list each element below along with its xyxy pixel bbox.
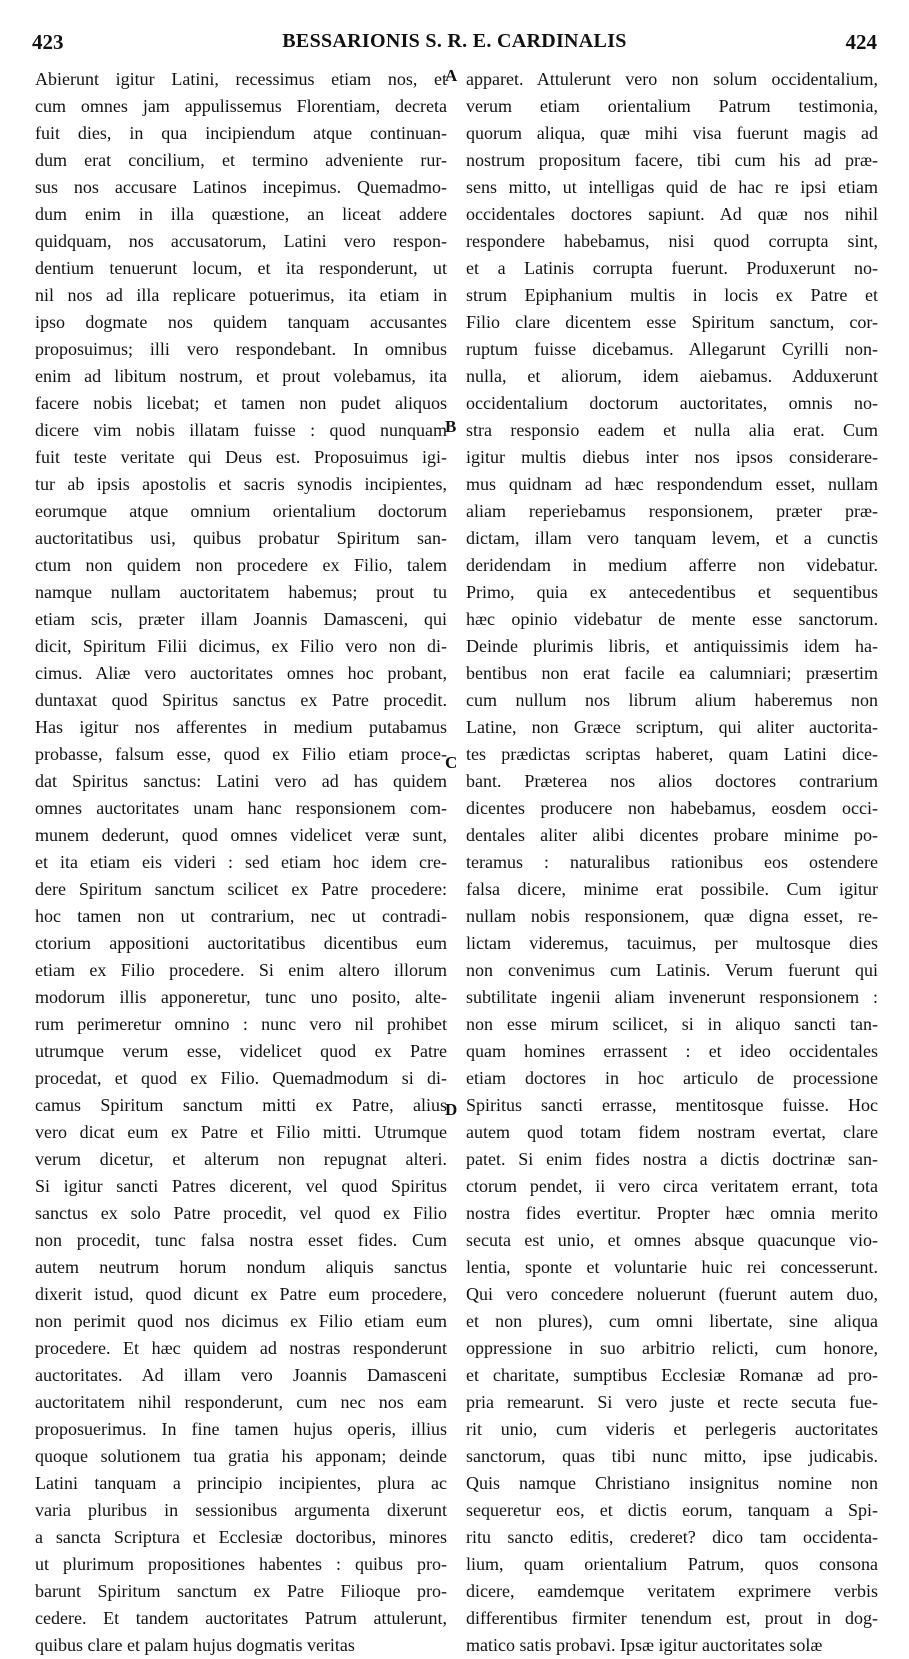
- text-line: Latini tanquam a principio incipientes, plura ac: [35, 1473, 447, 1493]
- text-line: lictam videremus, tacuimus, per multosque dies: [466, 933, 878, 953]
- text-line: dicentes producere non habebamus, eosdem occi-: [466, 798, 878, 818]
- text-line: aliam reperiebamus responsionem, præter præ-: [466, 501, 878, 521]
- text-line: enim ad libitum nostrum, et prout volebamus, ita: [35, 366, 447, 386]
- page-header: [32, 30, 877, 60]
- running-title: BESSARIONIS S. R. E. CARDINALIS: [282, 30, 627, 52]
- text-line: proposuerimus. In fine tamen hujus operis, illius: [35, 1419, 447, 1439]
- text-line: dentales aliter alibi dicentes probare minime po-: [466, 825, 878, 845]
- text-line: oppressione in suo arbitrio relicti, cum honore,: [466, 1338, 878, 1358]
- text-line: fuit dies, in qua incipiendum atque continuan-: [35, 123, 447, 143]
- text-line: duntaxat quod Spiritus sanctus ex Patre procedit.: [35, 690, 447, 710]
- text-line: dixerit istud, quod dicunt ex Patre eum procedere,: [35, 1284, 447, 1304]
- text-line: Spiritus sancti errasse, mentitosque fuisse. Hoc: [466, 1095, 878, 1115]
- text-line: sanctorum, quas tibi nunc mitto, ipse judicabis.: [466, 1446, 878, 1466]
- text-line: auctoritatibus usi, quibus probatur Spiritum san-: [35, 528, 447, 548]
- text-line: Has igitur nos afferentes in medium putabamus: [35, 717, 447, 737]
- text-line: respondere habebamus, nisi quod corrupta sint,: [466, 231, 878, 251]
- text-line: omnes auctoritates unam hanc responsionem com-: [35, 798, 447, 818]
- text-line: proposuimus; illi vero respondebant. In omnibus: [35, 339, 447, 359]
- text-line: dat Spiritus sanctus: Latini vero ad has quidem: [35, 771, 447, 791]
- text-line: ut plurimum propositiones habentes : quibus pro-: [35, 1554, 447, 1574]
- text-line: auctoritatem nihil responderunt, cum nec nos eam: [35, 1392, 447, 1412]
- text-line: Deinde plurimis libris, et antiquissimis idem ha-: [466, 636, 878, 656]
- text-line: verum dicetur, et alterum non repugnat alteri.: [35, 1149, 447, 1169]
- section-marker-a: A: [445, 66, 458, 85]
- text-line: a sancta Scriptura et Ecclesiæ doctoribus, minores: [35, 1527, 447, 1547]
- text-line: quibus clare et palam hujus dogmatis veritas: [35, 1635, 355, 1655]
- text-line: ctorum pendet, ii vero circa veritatem errant, tota: [466, 1176, 878, 1196]
- text-line: fuit teste veritate qui Deus est. Proposuimus igi-: [35, 447, 447, 467]
- text-line: dum erat concilium, et termino adveniente rur-: [35, 150, 447, 170]
- text-line: quidquam, nos accusatorum, Latini vero respon-: [35, 231, 447, 251]
- text-line: autem quod totam fidem nostram evertat, clare: [466, 1122, 878, 1142]
- text-line: Primo, quia ex antecedentibus et sequentibus: [466, 582, 878, 602]
- text-line: sus nos accusare Latinos incepimus. Quemadmo-: [35, 177, 447, 197]
- text-line: nostra fides evertitur. Propter hæc omnia merito: [466, 1203, 878, 1223]
- text-line: probasse, falsum esse, quod ex Filio etiam proce-: [35, 744, 447, 764]
- text-line: dictam, illam vero tanquam levem, et a cunctis: [466, 528, 878, 548]
- text-line: Filio clare dicentem esse Spiritum sanctum, cor-: [466, 312, 878, 332]
- text-line: dicere, eamdemque veritatem exprimere verbis: [466, 1581, 878, 1601]
- text-line: utrumque verum esse, videlicet quod ex Patre: [35, 1041, 447, 1061]
- text-line: etiam ex Filio procedere. Si enim altero illorum: [35, 960, 447, 980]
- text-line: occidentales doctores sapiunt. Ad quæ nos nihil: [466, 204, 878, 224]
- text-line: verum etiam orientalium Patrum testimonia,: [466, 96, 878, 116]
- text-line: et charitate, sumptibus Ecclesiæ Romanæ ad pro-: [466, 1365, 878, 1385]
- text-line: nulla, et aliorum, idem aiebamus. Adduxerunt: [466, 366, 878, 386]
- text-line: dum enim in illa quæstione, an liceat addere: [35, 204, 447, 224]
- text-line: quoque solutionem tua gratia his apponam; deinde: [35, 1446, 447, 1466]
- text-line: apparet. Attulerunt vero non solum occidentalium,: [466, 69, 878, 89]
- text-line: munem dederunt, quod omnes videlicet veræ sunt,: [35, 825, 447, 845]
- right-column: [466, 66, 878, 1659]
- text-line: Qui vero concedere noluerunt (fuerunt autem duo,: [466, 1284, 878, 1304]
- text-line: et non plures), cum omni libertate, sine aliqua: [466, 1311, 878, 1331]
- text-line: etiam doctores in hoc articulo de processione: [466, 1068, 878, 1088]
- text-line: nostrum propositum facere, tibi cum his ad præ-: [466, 150, 878, 170]
- section-marker-c: C: [445, 753, 458, 772]
- text-line: procedat, et quod ex Filio. Quemadmodum si di-: [35, 1068, 447, 1088]
- text-line: non perimit quod nos dicimus ex Filio etiam eum: [35, 1311, 447, 1331]
- text-line: non procedit, tunc falsa nostra esset fides. Cum: [35, 1230, 447, 1250]
- text-line: autem neutrum horum nondum aliquis sanctus: [35, 1257, 447, 1277]
- text-line: differentibus firmiter tenendum est, prout in dog-: [466, 1608, 878, 1628]
- text-line: ipso dogmate nos quidem tanquam accusantes: [35, 312, 447, 332]
- text-line: procedere. Et hæc quidem ad nostras responderunt: [35, 1338, 447, 1358]
- text-line: igitur multis diebus inter nos ipsos considerare-: [466, 447, 878, 467]
- text-line: rit unio, cum videris et perlegeris auctoritates: [466, 1419, 878, 1439]
- text-line: cum nullum nos librum alium haberemus non: [466, 690, 878, 710]
- text-line: bentibus non erat facile ea calumniari; præsertim: [466, 663, 878, 683]
- text-line: sequeretur eos, et dictis eorum, tanquam a Spi-: [466, 1500, 878, 1520]
- text-line: etiam scis, præter illam Joannis Damasceni, qui: [35, 609, 447, 629]
- page-number-right: 424: [845, 30, 877, 54]
- text-line: pria remearunt. Si vero juste et recte secuta fue-: [466, 1392, 878, 1412]
- section-marker-b: B: [445, 417, 457, 436]
- text-line: namque nullam auctoritatem habemus; prout tu: [35, 582, 447, 602]
- text-line: facere nobis licebat; et tamen non pudet aliquos: [35, 393, 447, 413]
- text-line: quam homines errassent : et ideo occidentales: [466, 1041, 878, 1061]
- text-line: ctorium appositioni auctoritatibus dicentibus eum: [35, 933, 447, 953]
- text-line: Latine, non Græce scriptum, qui aliter auctorita-: [466, 717, 878, 737]
- text-line: et a Latinis corrupta fuerunt. Produxerunt no-: [466, 258, 878, 278]
- section-marker-d: D: [445, 1100, 458, 1119]
- text-line: modorum illis apponeretur, tunc uno posito, alte-: [35, 987, 447, 1007]
- text-line: rum perimeretur omnino : nunc vero nil prohibet: [35, 1014, 447, 1034]
- text-line: ruptum fuisse dicebamus. Allegarunt Cyrilli non-: [466, 339, 878, 359]
- page-number-left: 423: [32, 30, 64, 54]
- text-line: occidentalium doctorum auctoritates, omnis no-: [466, 393, 878, 413]
- text-line: Abierunt igitur Latini, recessimus etiam nos, et: [35, 69, 447, 89]
- text-line: non convenimus cum Latinis. Verum fuerunt qui: [466, 960, 878, 980]
- text-line: teramus : naturalibus rationibus eos ostendere: [466, 852, 878, 872]
- text-line: ctum non quidem non procedere ex Filio, talem: [35, 555, 447, 575]
- text-line: hæc opinio videbatur de mente esse sanctorum.: [466, 609, 878, 629]
- text-line: ritu sancto editis, crederet? dico tam occidenta-: [466, 1527, 878, 1547]
- text-line: varia pluribus in sessionibus argumenta dixerunt: [35, 1500, 447, 1520]
- text-line: dentium tenuerunt locum, et ita responderunt, ut: [35, 258, 447, 278]
- text-line: bant. Præterea nos alios doctores contrarium: [466, 771, 878, 791]
- text-line: dicit, Spiritum Filii dicimus, ex Filio vero non di-: [35, 636, 447, 656]
- text-line: stra responsio eadem et nulla alia erat. Cum: [466, 420, 878, 440]
- text-line: cum omnes jam appulissemus Florentiam, decreta: [35, 96, 447, 116]
- text-line: sanctus ex solo Patre procedit, vel quod ex Filio: [35, 1203, 447, 1223]
- text-line: camus Spiritum sanctum mitti ex Patre, alius: [35, 1095, 447, 1115]
- text-line: non esse mirum scilicet, si in aliquo sancti tan-: [466, 1014, 878, 1034]
- text-line: cimus. Aliæ vero auctoritates omnes hoc probant,: [35, 663, 447, 683]
- text-line: vero dicat eum ex Patre et Filio mitti. Utrumque: [35, 1122, 447, 1142]
- text-line: cedere. Et tandem auctoritates Patrum attulerunt,: [35, 1608, 447, 1628]
- text-line: strum Epiphanium multis in locis ex Patre et: [466, 285, 878, 305]
- text-line: et ita etiam eis videri : sed etiam hoc idem cre-: [35, 852, 447, 872]
- text-line: hoc tamen non ut contrarium, nec ut contradi-: [35, 906, 447, 926]
- text-line: falsa dicere, minime erat possibile. Cum igitur: [466, 879, 878, 899]
- text-line: lentia, sponte et voluntarie huic rei concesserunt.: [466, 1257, 878, 1277]
- text-line: auctoritates. Ad illam vero Joannis Damasceni: [35, 1365, 447, 1385]
- text-line: quorum aliqua, quæ mihi visa fuerunt magis ad: [466, 123, 878, 143]
- text-line: patet. Si enim fides nostra a dictis doctrinæ san-: [466, 1149, 878, 1169]
- text-line: barunt Spiritum sanctum ex Patre Filioque pro-: [35, 1581, 447, 1601]
- text-line: nil nos ad illa replicare potuerimus, ita etiam in: [35, 285, 447, 305]
- text-line: lium, quam orientalium Patrum, quos consona: [466, 1554, 878, 1574]
- text-line: matico satis probavi. Ipsæ igitur auctoritates solæ: [466, 1635, 823, 1655]
- text-line: mus quidnam ad hæc respondendum esset, nullam: [466, 474, 878, 494]
- text-line: deridendam in medium afferre non videbatur.: [466, 555, 878, 575]
- text-line: Si igitur sancti Patres dicerent, vel quod Spiritus: [35, 1176, 447, 1196]
- text-line: subtilitate ingenii aliam invenerunt responsionem :: [466, 987, 878, 1007]
- text-line: eorumque atque omnium orientalium doctorum: [35, 501, 447, 521]
- text-line: tur ab ipsis apostolis et sacris synodis incipientes,: [35, 474, 447, 494]
- text-line: dere Spiritum sanctum scilicet ex Patre procedere:: [35, 879, 447, 899]
- left-column: [35, 66, 447, 1659]
- text-line: dicere vim nobis illatam fuisse : quod nunquam: [35, 420, 447, 440]
- text-line: sens mitto, ut intelligas quid de hac re ipsi etiam: [466, 177, 878, 197]
- text-line: secuta est unio, et omnes absque quacunque vio-: [466, 1230, 878, 1250]
- text-line: nullam nobis responsionem, quæ digna esset, re-: [466, 906, 878, 926]
- text-line: tes prædictas scriptas haberet, quam Latini dice-: [466, 744, 878, 764]
- text-line: Quis namque Christiano insignitus nomine non: [466, 1473, 878, 1493]
